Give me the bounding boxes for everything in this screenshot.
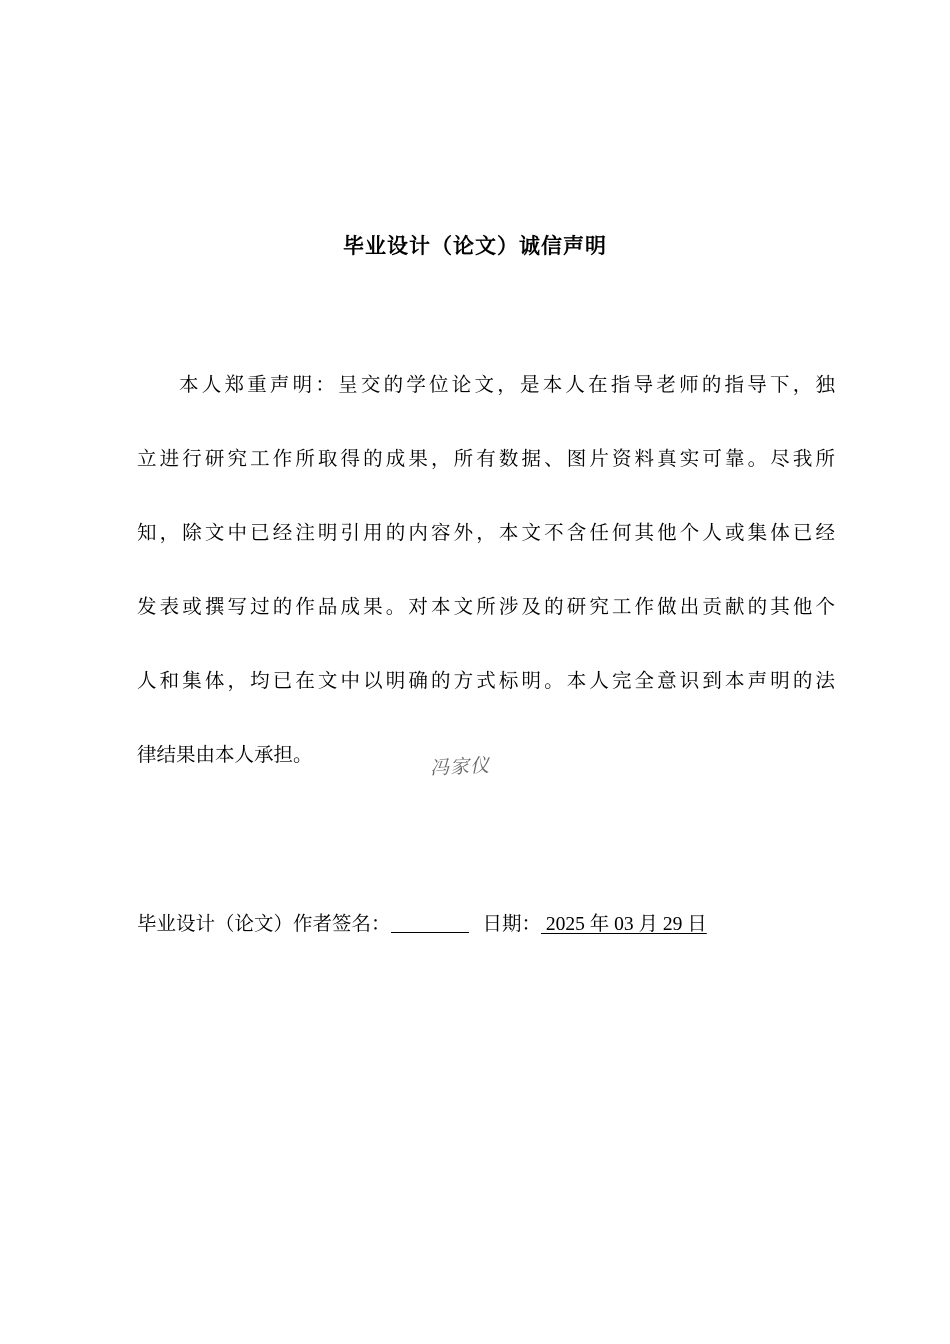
- date-value: 2025 年 03 月 29 日: [541, 914, 707, 935]
- handwritten-signature: 冯家仪: [429, 754, 491, 780]
- signature-blank: [391, 910, 469, 933]
- page-title: 毕业设计（论文）诚信声明: [343, 234, 607, 258]
- paragraph-line: 立进行研究工作所取得的成果，所有数据、图片资料真实可靠。尽我所: [137, 447, 835, 470]
- author-signature-label: 毕业设计（论文）作者签名：: [137, 912, 391, 935]
- paragraph-line: 发表或撰写过的作品成果。对本文所涉及的研究工作做出贡献的其他个: [137, 595, 835, 618]
- paragraph-line: 知，除文中已经注明引用的内容外，本文不含任何其他个人或集体已经: [137, 521, 835, 544]
- paragraph-line: 人和集体，均已在文中以明确的方式标明。本人完全意识到本声明的法: [137, 669, 835, 692]
- paragraph-line: 律结果由本人承担。: [137, 743, 313, 766]
- signature-date-line: [137, 904, 707, 944]
- paragraph-line: 本人郑重声明：呈交的学位论文，是本人在指导老师的指导下，独: [179, 373, 835, 396]
- date-label: 日期：: [482, 912, 542, 935]
